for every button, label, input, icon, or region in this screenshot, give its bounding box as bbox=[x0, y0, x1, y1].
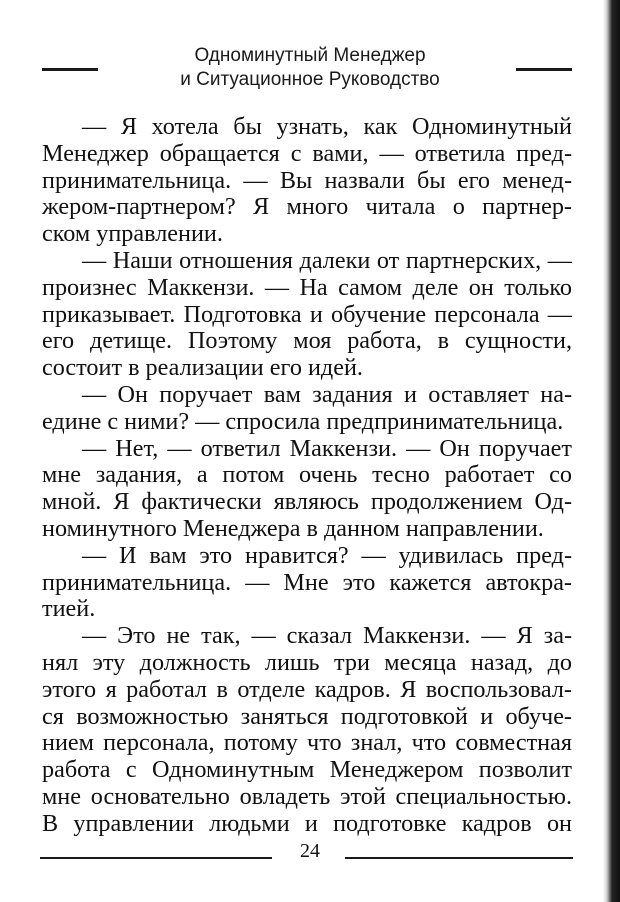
text-line: Менеджер обращается с вами, — ответила пред- bbox=[42, 139, 572, 167]
text-line: тией. bbox=[42, 595, 96, 623]
text-line: — Он поручает вам задания и оставляет на- bbox=[82, 380, 572, 408]
text-line: мне основательно овладеть этой специальностью. bbox=[42, 782, 572, 810]
text-line: принимательница. — Мне это кажется автокра- bbox=[42, 568, 572, 596]
text-line: — Это не так, — сказал Маккензи. — Я за- bbox=[82, 622, 572, 650]
text-line: принимательница. — Вы назвали бы его менед- bbox=[42, 166, 572, 194]
text-line: его детище. Поэтому моя работа, в сущности, bbox=[42, 327, 572, 355]
text-line: произнес Маккензи. — На самом деле он только bbox=[42, 273, 572, 301]
text-line: В управлении людьми и подготовке кадров он bbox=[42, 809, 572, 837]
header-rule-left bbox=[42, 68, 98, 71]
running-header-line-1: Одноминутный Менеджер bbox=[194, 45, 426, 66]
text-line: работа с Одноминутным Менеджером позволит bbox=[42, 756, 572, 784]
page-number: 24 bbox=[300, 840, 320, 862]
text-line: едине с ними? — спросила предпринимательница. bbox=[42, 407, 564, 435]
body-text bbox=[42, 114, 572, 838]
text-line: ском управлении. bbox=[42, 220, 223, 248]
text-line: ся возможностью заняться подготовкой и обуче- bbox=[42, 702, 572, 730]
footer-rule-left bbox=[40, 857, 272, 859]
text-line: — И вам это нравится? — удивилась пред- bbox=[82, 541, 572, 569]
text-line: мной. Я фактически являюсь продолжением Од- bbox=[42, 488, 572, 516]
text-line: — Наши отношения далеки от партнерских, — bbox=[82, 246, 572, 274]
book-spine-edge bbox=[603, 0, 620, 902]
text-line: приказывает. Подготовка и обучение персонала — bbox=[42, 300, 572, 328]
text-line: — Я хотела бы узнать, как Одноминутный bbox=[82, 113, 572, 140]
header-rule-right bbox=[516, 68, 572, 71]
text-line: нял эту должность лишь три месяца назад, до bbox=[42, 648, 572, 676]
text-line: — Нет, — ответил Маккензи. — Он поручает bbox=[82, 434, 572, 462]
text-line: состоит в реализации его идей. bbox=[42, 354, 363, 382]
text-line: номинутного Менеджера в данном направлении. bbox=[42, 514, 544, 542]
text-line: этого я работал в отделе кадров. Я воспользовал- bbox=[42, 675, 572, 703]
running-header-line-2: и Ситуационное Руководство bbox=[180, 69, 440, 90]
footer-rule-right bbox=[345, 857, 573, 859]
text-line: мне задания, а потом очень тесно работает со bbox=[42, 461, 572, 489]
text-line: нием персонала, потому что знал, что совместная bbox=[42, 729, 572, 757]
text-line: жером-партнером? Я много читала о партнер- bbox=[42, 193, 572, 221]
